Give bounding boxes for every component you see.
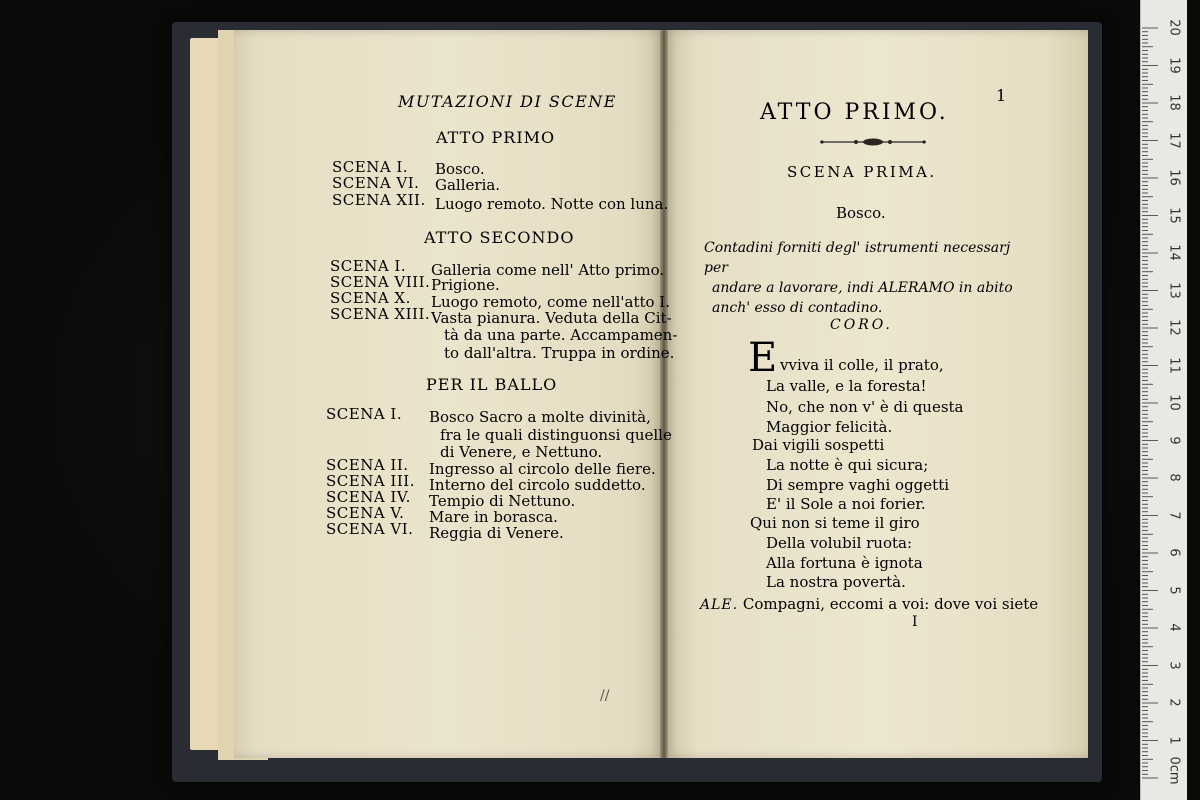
ruler-number: 6 bbox=[1166, 548, 1182, 557]
scene-label: SCENA III. bbox=[326, 472, 415, 490]
ornament-rule-icon bbox=[818, 136, 928, 148]
scene-description: Galleria. bbox=[435, 176, 501, 194]
scene-label: SCENA XII. bbox=[332, 191, 426, 209]
scene-description: Luogo remoto, come nell'atto I. bbox=[431, 293, 670, 311]
scene-description: Interno del circolo suddetto. bbox=[429, 476, 646, 494]
verse-line: E' il Sole a noi forier. bbox=[766, 495, 926, 513]
ruler-number: 5 bbox=[1166, 585, 1182, 595]
scene-setting: Bosco. bbox=[836, 204, 886, 222]
ruler-number: 11 bbox=[1166, 356, 1182, 374]
book-gutter bbox=[660, 30, 668, 758]
scene-description: Tempio di Nettuno. bbox=[429, 492, 576, 510]
ruler-number: 1 bbox=[1166, 735, 1182, 745]
scene-description: Vasta pianura. Veduta della Cit- bbox=[431, 309, 672, 327]
scene-label: SCENA IV. bbox=[326, 488, 411, 506]
act-title: ATTO SECONDO bbox=[424, 228, 575, 247]
scene-description: Luogo remoto. Notte con luna. bbox=[435, 195, 669, 213]
verse-line: Alla fortuna è ignota bbox=[766, 554, 923, 572]
page-number: 1 bbox=[996, 86, 1007, 105]
ruler-number: 7 bbox=[1166, 510, 1182, 520]
verse-line: Di sempre vaghi oggetti bbox=[766, 476, 950, 494]
chorus-label: CORO. bbox=[830, 317, 893, 333]
verse-line: Qui non si teme il giro bbox=[750, 514, 920, 532]
ruler-number: 18 bbox=[1166, 94, 1182, 111]
ruler-number: 13 bbox=[1166, 281, 1182, 299]
scene-description: di Venere, e Nettuno. bbox=[440, 443, 603, 461]
scene-label: SCENA I. bbox=[330, 257, 407, 275]
scene-label: SCENA II. bbox=[326, 456, 409, 474]
ruler-number: 3 bbox=[1166, 660, 1182, 670]
scene-description: Bosco. bbox=[435, 160, 485, 178]
ruler-number: 12 bbox=[1166, 319, 1182, 336]
ruler-number: 2 bbox=[1166, 698, 1182, 707]
speech-line bbox=[700, 595, 1038, 613]
speaker-name: ALE. bbox=[700, 597, 739, 613]
verse-line: La notte è qui sicura; bbox=[766, 456, 929, 474]
ruler-number: 8 bbox=[1166, 473, 1182, 482]
stage-direction-line: andare a lavorare, indi ALERAMO in abito bbox=[712, 280, 1013, 296]
verse-line: La valle, e la foresta! bbox=[766, 377, 927, 395]
stage-direction-line: anch' esso di contadino. bbox=[712, 300, 883, 316]
scene-description: Prigione. bbox=[431, 276, 500, 294]
scene-label: SCENA VI. bbox=[326, 520, 414, 538]
scene-description: Reggia di Venere. bbox=[429, 524, 564, 542]
ruler-number: 20 bbox=[1166, 19, 1182, 36]
drop-cap: E bbox=[748, 335, 778, 381]
scene-description: Bosco Sacro a molte divinità, bbox=[429, 408, 651, 426]
speech-text: Compagni, eccomi a voi: dove voi siete bbox=[742, 595, 1039, 613]
scene-label: SCENA XIII. bbox=[330, 305, 431, 323]
ruler-number: 10 bbox=[1166, 394, 1182, 411]
act-heading: ATTO PRIMO. bbox=[760, 100, 949, 125]
verse-line: Della volubil ruota: bbox=[766, 534, 913, 552]
ruler-number: 16 bbox=[1166, 169, 1182, 186]
ruler-unit-label: 0cm bbox=[1166, 756, 1182, 785]
scene-label: SCENA I. bbox=[326, 405, 403, 423]
scene-label: SCENA X. bbox=[330, 289, 411, 307]
scene-label: SCENA V. bbox=[326, 504, 405, 522]
scene-label: SCENA I. bbox=[332, 158, 409, 176]
scene-description: fra le quali distinguonsi quelle bbox=[440, 426, 672, 444]
verse-line: La nostra povertà. bbox=[766, 573, 906, 591]
act-title: ATTO PRIMO bbox=[436, 128, 556, 147]
scene-changes-title: MUTAZIONI DI SCENE bbox=[398, 92, 617, 111]
scene-heading: SCENA PRIMA. bbox=[787, 163, 937, 181]
act-title: PER IL BALLO bbox=[426, 375, 558, 394]
stage-direction bbox=[704, 238, 1034, 318]
ruler-number: 4 bbox=[1166, 623, 1182, 632]
ruler-number: 17 bbox=[1166, 131, 1182, 149]
ruler-number: 19 bbox=[1166, 56, 1182, 74]
scene-description: Ingresso al circolo delle fiere. bbox=[429, 460, 656, 478]
verse-line: vviva il colle, il prato, bbox=[780, 356, 944, 374]
verse-line: Maggior felicità. bbox=[766, 418, 893, 436]
ruler-number: 15 bbox=[1166, 206, 1182, 224]
verse-line: Dai vigili sospetti bbox=[752, 436, 885, 454]
scene-label: SCENA VI. bbox=[332, 174, 420, 192]
pencil-mark: // bbox=[600, 688, 610, 704]
verse-line: No, che non v' è di questa bbox=[766, 398, 964, 416]
signature-mark: I bbox=[912, 614, 918, 630]
ruler-number: 9 bbox=[1166, 435, 1182, 445]
scene-description: Galleria come nell' Atto primo. bbox=[431, 261, 665, 279]
ruler-number: 14 bbox=[1166, 244, 1182, 261]
scene-description: Mare in borasca. bbox=[429, 508, 558, 526]
stage-direction-line: Contadini forniti degl' istrumenti necessarj per bbox=[704, 240, 1011, 276]
measuring-ruler bbox=[1140, 0, 1187, 800]
scene-label: SCENA VIII. bbox=[330, 273, 431, 291]
scene-description: tà da una parte. Accampamen- bbox=[444, 326, 678, 344]
scene-description: to dall'altra. Truppa in ordine. bbox=[444, 344, 675, 362]
